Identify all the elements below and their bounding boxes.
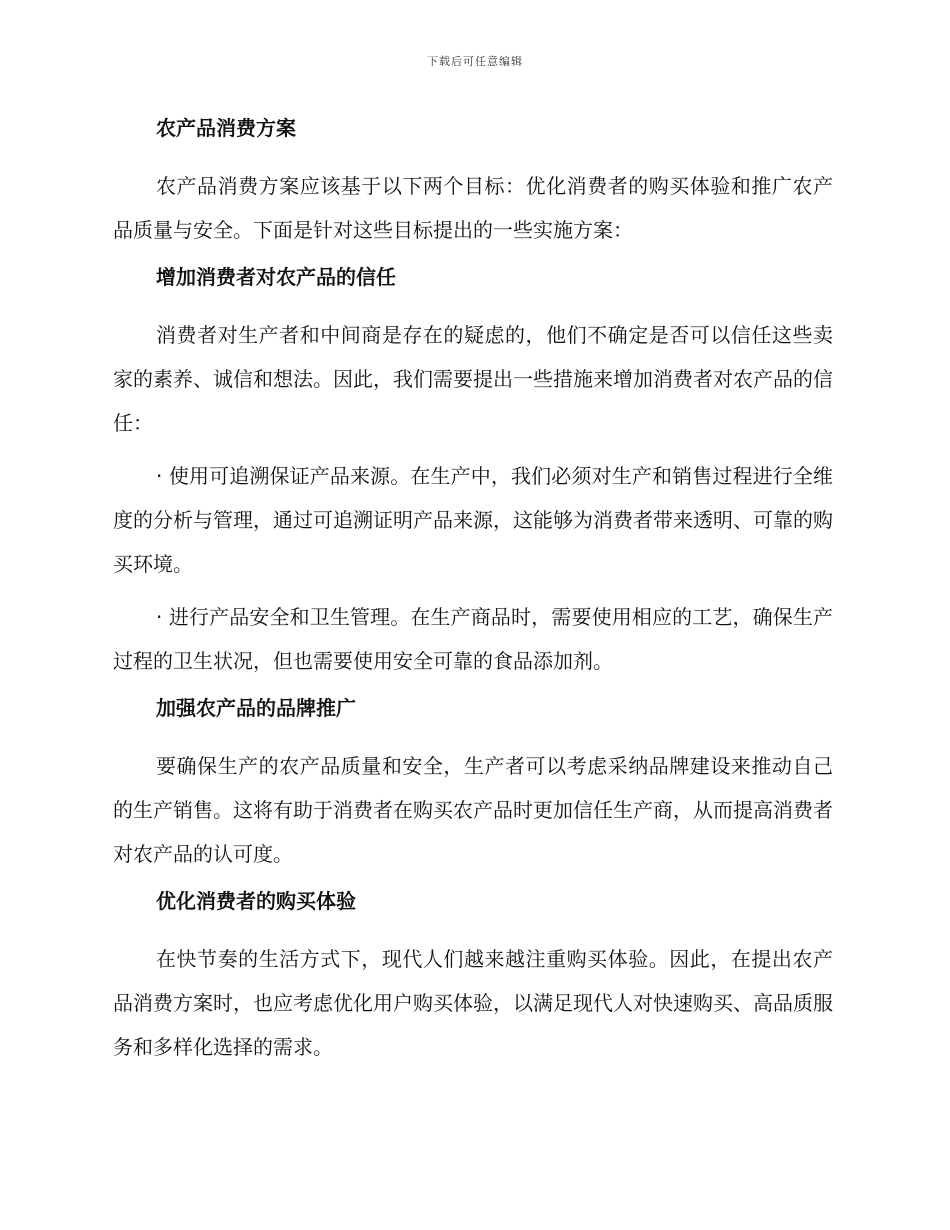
section-paragraph-trust: 消费者对生产者和中间商是存在的疑虑的，他们不确定是否可以信任这些卖家的素养、诚信和想法。因此，我们需要提出一些措施来增加消费者对农产品的信任： [113,323,833,435]
section-paragraph-experience: 在快节奏的生活方式下，现代人们越来越注重购买体验。因此，在提出农产品消费方案时，也应考虑优化用户购买体验，以满足现代人对快速购买、高品质服务和多样化选择的需求。 [113,947,833,1059]
document-title: 农产品消费方案 [156,116,296,140]
section-heading-trust: 增加消费者对农产品的信任 [156,265,396,289]
bullet-safety-hygiene: · 进行产品安全和卫生管理。在生产商品时，需要使用相应的工艺，确保生产过程的卫生状况，但也需要使用安全可靠的食品添加剂。 [113,605,833,673]
header-note: 下载后可任意编辑 [427,55,523,68]
section-paragraph-brand: 要确保生产的农产品质量和安全，生产者可以考虑采纳品牌建设来推动自己的生产销售。这将有助于消费者在购买农产品时更加信任生产商，从而提高消费者对农产品的认可度。 [113,754,833,866]
bullet-traceability: · 使用可追溯保证产品来源。在生产中，我们必须对生产和销售过程进行全维度的分析与管理，通过可追溯证明产品来源，这能够为消费者带来透明、可靠的购买环境。 [113,464,833,576]
section-heading-experience: 优化消费者的购买体验 [156,889,356,913]
section-heading-brand: 加强农产品的品牌推广 [156,696,356,720]
intro-paragraph: 农产品消费方案应该基于以下两个目标：优化消费者的购买体验和推广农产品质量与安全。下面是针对这些目标提出的一些实施方案： [113,174,833,242]
document-body [113,112,833,1078]
